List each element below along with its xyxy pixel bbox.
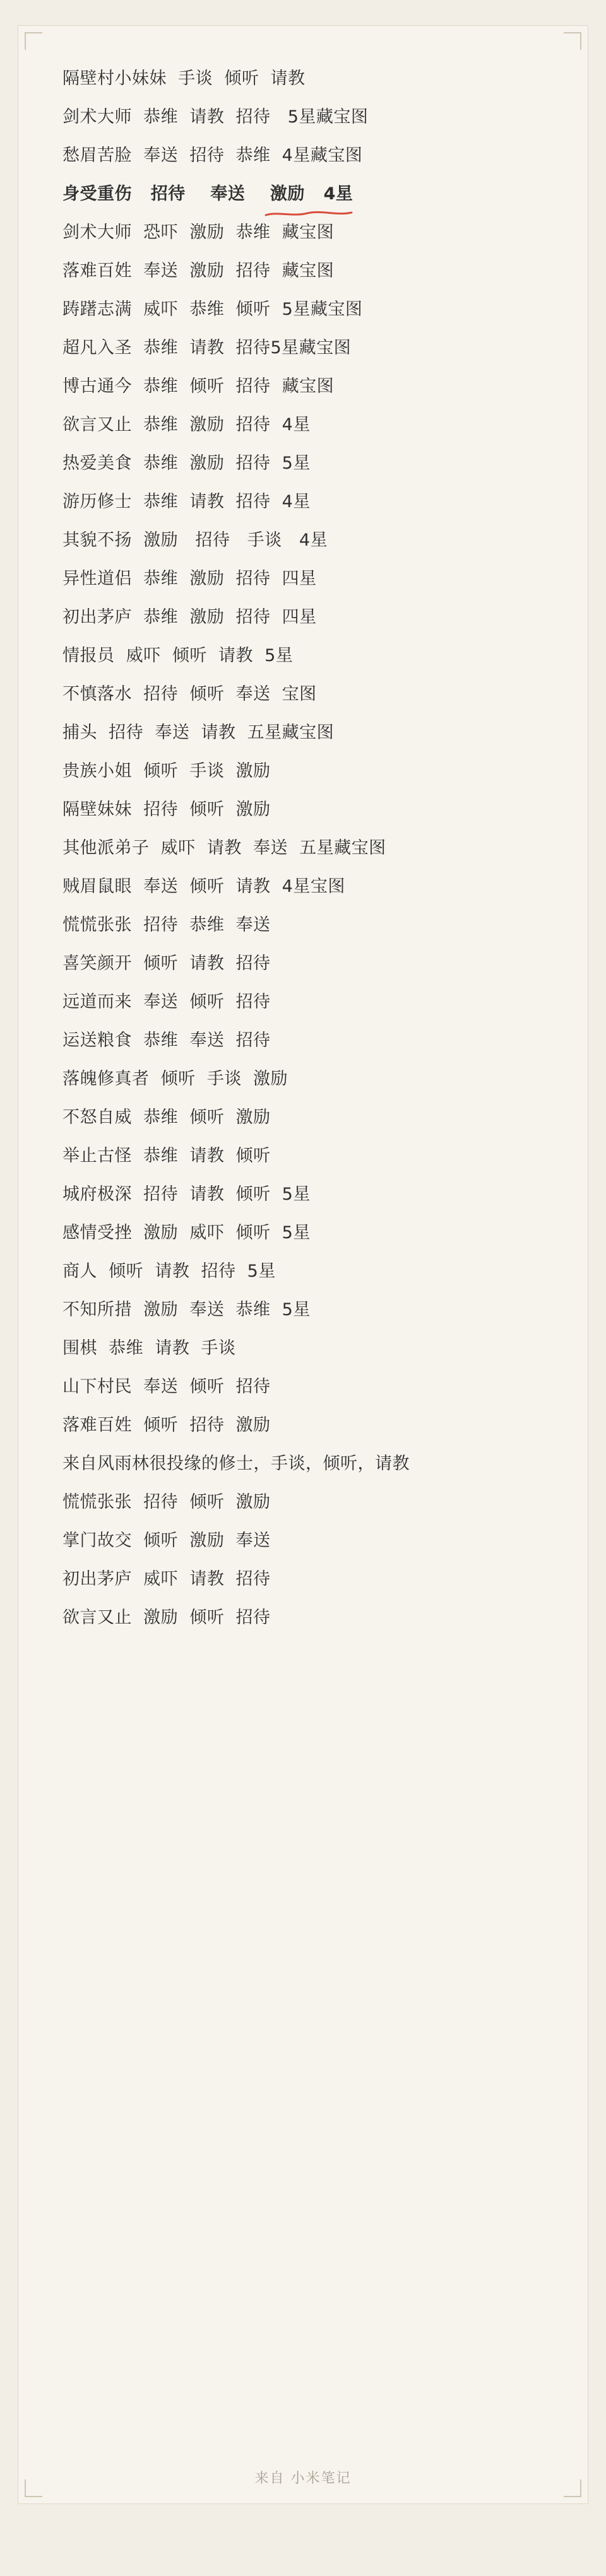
note-line: 游历修士 恭维 请教 招待 4星 — [62, 492, 311, 512]
corner-mark-top-right — [564, 32, 581, 50]
note-line: 剑术大师 恐吓 激励 恭维 藏宝图 — [62, 223, 335, 242]
note-line: 城府极深 招待 请教 倾听 5星 — [62, 1185, 311, 1204]
note-line: 踌躇志满 威吓 恭维 倾听 5星藏宝图 — [62, 300, 363, 319]
note-body — [62, 70, 544, 1648]
note-line: 贵族小姐 倾听 手谈 激励 — [62, 761, 271, 781]
note-line: 贼眉鼠眼 奉送 倾听 请教 4星宝图 — [62, 877, 345, 896]
note-line: 初出茅庐 威吓 请教 招待 — [62, 1569, 271, 1589]
note-line: 山下村民 奉送 倾听 招待 — [62, 1377, 271, 1396]
note-line: 愁眉苦脸 奉送 招待 恭维 4星藏宝图 — [62, 146, 363, 165]
note-line: 喜笑颜开 倾听 请教 招待 — [62, 954, 271, 973]
note-line: 初出茅庐 恭维 激励 招待 四星 — [62, 607, 317, 627]
note-line: 远道而来 奉送 倾听 招待 — [62, 992, 271, 1012]
handwritten-underline-annotation — [264, 204, 353, 213]
note-line: 来自风雨林很投缘的修士，手谈，倾听，请教 — [62, 1454, 410, 1473]
note-line: 慌慌张张 招待 倾听 激励 — [62, 1492, 271, 1512]
note-line: 不怒自威 恭维 倾听 激励 — [62, 1108, 271, 1127]
note-line: 超凡入圣 恭维 请教 招待5星藏宝图 — [62, 338, 352, 358]
note-line: 隔壁妹妹 招待 倾听 激励 — [62, 800, 271, 819]
note-line: 落难百姓 奉送 激励 招待 藏宝图 — [62, 261, 335, 281]
note-line: 欲言又止 激励 倾听 招待 — [62, 1608, 271, 1627]
note-line: 举止古怪 恭维 请教 倾听 — [62, 1146, 271, 1166]
note-line: 商人 倾听 请教 招待 5星 — [62, 1262, 276, 1281]
note-line: 隔壁村小妹妹 手谈 倾听 请教 — [62, 69, 306, 88]
corner-mark-top-left — [25, 32, 42, 50]
note-line: 落难百姓 倾听 招待 激励 — [62, 1415, 271, 1435]
note-line: 其他派弟子 威吓 请教 奉送 五星藏宝图 — [62, 838, 386, 858]
note-line: 掌门故交 倾听 激励 奉送 — [62, 1531, 271, 1550]
note-line: 其貌不扬 激励 招待 手谈 4星 — [62, 530, 328, 550]
note-footer: 来自 小米笔记 — [254, 2471, 352, 2486]
note-line: 身受重伤 招待 奉送 激励 4星 — [62, 185, 544, 224]
note-line: 不慎落水 招待 倾听 奉送 宝图 — [62, 684, 317, 704]
note-line: 感情受挫 激励 威吓 倾听 5星 — [62, 1223, 311, 1243]
note-line: 捕头 招待 奉送 请教 五星藏宝图 — [62, 723, 335, 742]
note-line: 情报员 威吓 倾听 请教 5星 — [62, 646, 294, 665]
note-card — [18, 25, 588, 2504]
note-line: 热爱美食 恭维 激励 招待 5星 — [62, 454, 311, 473]
note-line: 欲言又止 恭维 激励 招待 4星 — [62, 415, 311, 435]
note-line: 剑术大师 恭维 请教 招待 5星藏宝图 — [62, 107, 369, 127]
note-line: 异性道侣 恭维 激励 招待 四星 — [62, 569, 317, 588]
note-line: 慌慌张张 招待 恭维 奉送 — [62, 915, 271, 935]
note-line: 落魄修真者 倾听 手谈 激励 — [62, 1069, 288, 1089]
note-line: 不知所措 激励 奉送 恭维 5星 — [62, 1300, 311, 1320]
note-line: 博古通今 恭维 倾听 招待 藏宝图 — [62, 377, 335, 396]
note-line: 围棋 恭维 请教 手谈 — [62, 1338, 236, 1358]
note-line: 运送粮食 恭维 奉送 招待 — [62, 1031, 271, 1050]
